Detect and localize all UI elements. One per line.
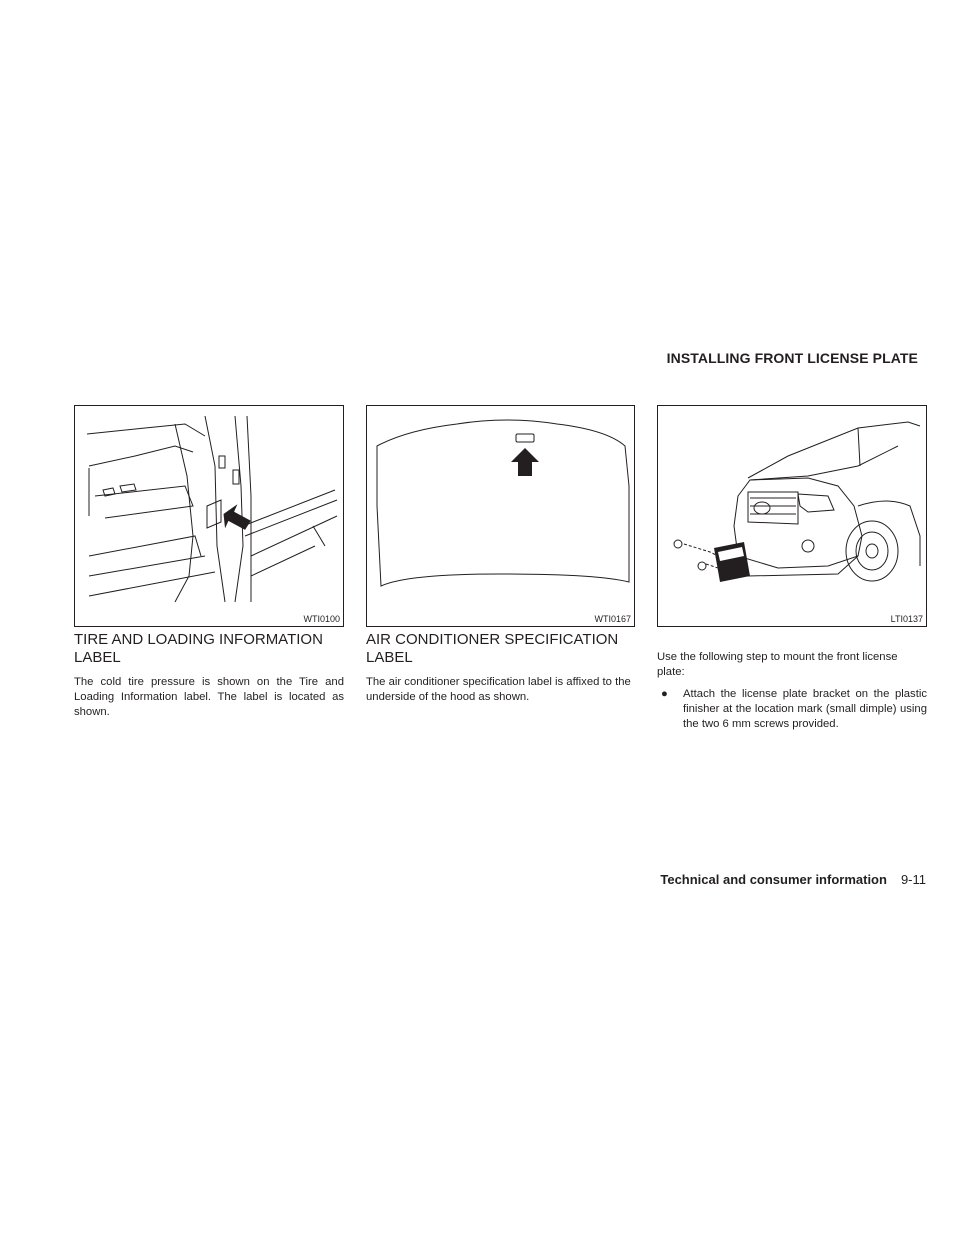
figure-tire-label	[74, 405, 344, 627]
figure-code: LTI0137	[890, 614, 923, 624]
figure-ac-label	[366, 405, 635, 627]
figure-code: WTI0100	[303, 614, 340, 624]
figure-code: WTI0167	[594, 614, 631, 624]
section-title: INSTALLING FRONT LICENSE PLATE	[666, 350, 918, 366]
front-license-plate-bracket-icon	[658, 406, 926, 626]
bullet-text: Attach the license plate bracket on the plastic finisher at the location mark (small dimple) using the two 6 mm screws provided.	[683, 688, 927, 730]
page-number: 9-11	[900, 872, 926, 887]
bullet-icon: ●	[661, 688, 668, 700]
page-footer	[560, 872, 926, 887]
heading-tire-label: TIRE AND LOADING INFORMATION LABEL	[74, 631, 323, 666]
body-ac-label: The air conditioner specification label is affixed to the underside of the hood as shown.	[366, 676, 631, 703]
figure-license-plate	[657, 405, 927, 627]
footer-section: Technical and consumer information	[660, 872, 887, 887]
body-license-plate-intro: Use the following step to mount the front license plate:	[657, 651, 898, 678]
hood-underside-label-arrow-icon	[367, 406, 634, 626]
door-pillar-label-arrow-icon	[75, 406, 343, 626]
body-tire-label: The cold tire pressure is shown on the Tire and Loading Information label. The label is located as shown.	[74, 676, 344, 718]
heading-ac-label: AIR CONDITIONER SPECIFICATION LABEL	[366, 631, 619, 666]
